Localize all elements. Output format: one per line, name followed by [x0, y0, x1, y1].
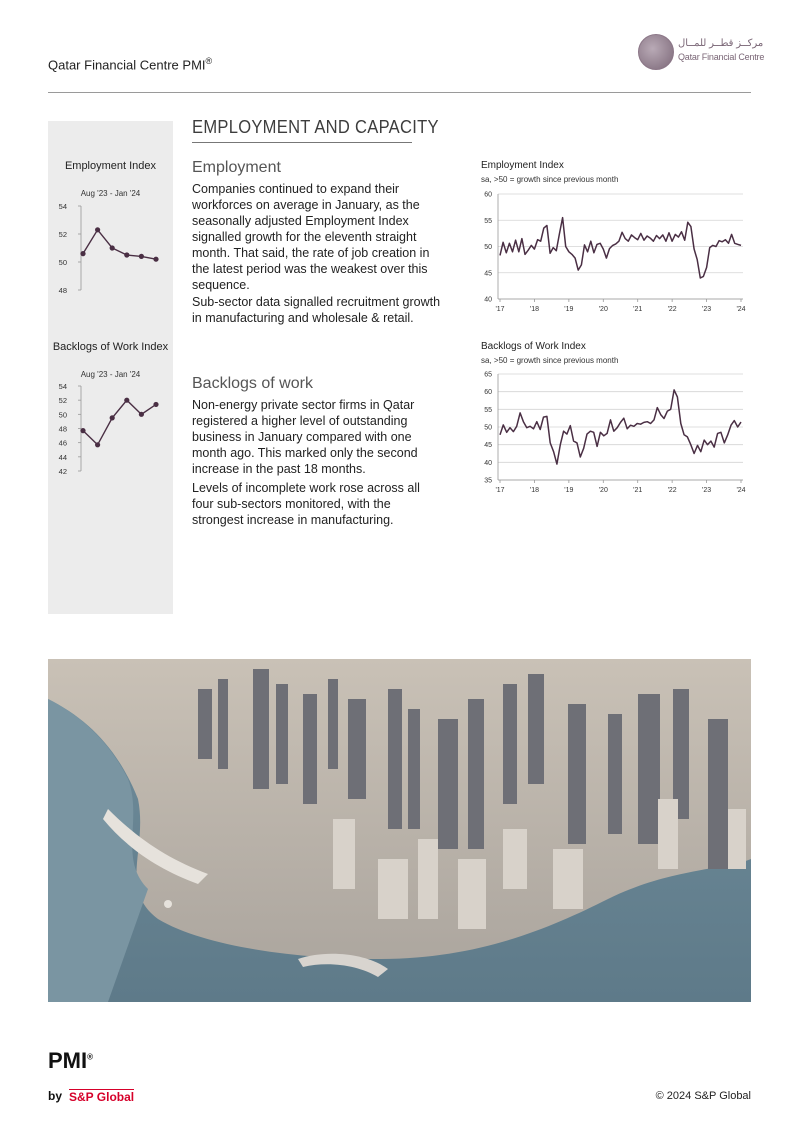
employment-paragraph-2: Sub-sector data signalled recruitment growth in manufacturing and wholesale & retail. [192, 295, 441, 325]
y-tick-label: 60 [484, 389, 492, 397]
section-title: EMPLOYMENT AND CAPACITY [192, 117, 439, 137]
mini-y-tick-label: 54 [58, 202, 67, 211]
x-tick-label: '21 [633, 306, 643, 313]
mini-y-tick-label: 54 [58, 382, 67, 391]
qfc-logo [638, 34, 765, 74]
mini-chart-employment [48, 199, 173, 297]
mini-data-point [124, 252, 129, 257]
mini-chart-backlogs-title: Backlogs of Work Index [52, 341, 169, 353]
x-tick-label: '18 [529, 487, 539, 494]
mini-data-point [95, 227, 100, 232]
mini-data-point [139, 254, 144, 259]
mini-series-line [83, 230, 156, 259]
y-tick-label: 55 [484, 217, 492, 225]
mini-data-point [110, 415, 115, 420]
backlogs-paragraph-2: Levels of incomplete work rose across all four sub-sectors monitored, with the strongest increase in manufacturing. [192, 481, 420, 527]
y-tick-label: 35 [484, 477, 492, 485]
header-divider [48, 92, 751, 93]
sidebar-panel [48, 121, 173, 614]
city-skyline-image [48, 659, 751, 1002]
footer-by-label: by [48, 1089, 63, 1103]
mini-chart-backlogs [48, 379, 173, 479]
y-tick-label: 50 [484, 424, 492, 432]
pmi-logo-text: PMI [48, 1048, 88, 1073]
mini-y-tick-label: 48 [58, 286, 67, 295]
section-title-underline [192, 142, 412, 143]
doha-skyline-photo [48, 659, 751, 1002]
mini-data-point [139, 412, 144, 417]
backlogs-index-chart [476, 366, 756, 500]
mini-data-point [153, 257, 158, 262]
mini-y-tick-label: 52 [58, 230, 67, 239]
pmi-logo [48, 1048, 93, 1074]
qfc-logo-arabic: مركــز قطــر للمــال [678, 38, 764, 49]
copyright-notice: © 2024 S&P Global [655, 1090, 751, 1102]
mini-y-tick-label: 52 [58, 396, 67, 406]
x-tick-label: '24 [736, 487, 746, 494]
y-tick-label: 65 [484, 371, 492, 379]
y-tick-label: 55 [484, 406, 492, 414]
x-tick-label: '19 [564, 487, 574, 494]
x-tick-label: '19 [564, 306, 574, 313]
y-tick-label: 60 [484, 191, 492, 199]
backlogs-heading: Backlogs of work [192, 375, 313, 392]
employment-chart-subtitle: sa, >50 = growth since previous month [481, 175, 619, 184]
employment-index-chart [476, 186, 756, 318]
x-tick-label: '22 [667, 306, 677, 313]
mini-y-tick-label: 44 [58, 452, 67, 462]
x-tick-label: '22 [667, 487, 677, 494]
mini-data-point [124, 398, 129, 403]
x-tick-label: '20 [598, 487, 608, 494]
x-tick-label: '21 [633, 487, 643, 494]
employment-chart-title: Employment Index [481, 160, 564, 171]
backlogs-chart-subtitle: sa, >50 = growth since previous month [481, 356, 619, 365]
mini-chart-employment-title: Employment Index [64, 160, 157, 172]
x-tick-label: '23 [702, 306, 712, 313]
report-title-text: Qatar Financial Centre PMI [48, 57, 206, 73]
mini-y-tick-label: 46 [58, 438, 67, 448]
mini-data-point [95, 442, 100, 447]
y-tick-label: 50 [484, 244, 492, 251]
mini-y-tick-label: 50 [58, 410, 67, 420]
x-tick-label: '24 [736, 306, 746, 313]
x-tick-label: '20 [598, 306, 608, 313]
qfc-logo-emblem-icon [638, 34, 674, 70]
y-tick-label: 40 [484, 296, 492, 304]
mini-y-tick-label: 48 [58, 424, 67, 434]
series-line [500, 218, 741, 278]
y-tick-label: 40 [484, 459, 492, 467]
mini-series-line [83, 400, 156, 445]
x-tick-label: '18 [529, 306, 539, 313]
registered-mark: ® [205, 56, 213, 66]
employment-paragraph-1: Companies continued to expand their workforces on average in January, as the seasonally adjusted Employment Index signalled growth for the eleventh straight month. That said, the rate of job creation in the latest period was the weakest over this sequence. [192, 182, 430, 292]
y-tick-label: 45 [484, 270, 492, 278]
mini-data-point [80, 251, 85, 256]
backlogs-chart-title: Backlogs of Work Index [481, 341, 586, 352]
mini-y-tick-label: 42 [58, 467, 67, 476]
y-tick-label: 45 [484, 442, 492, 450]
backlogs-paragraph-1: Non-energy private sector firms in Qatar registered a higher level of outstanding business in January compared with one month ago. This marked only the second increase in the past 18 months. [192, 398, 418, 476]
mini-chart-employment-subtitle: Aug '23 - Jan '24 [80, 189, 141, 198]
qfc-logo-english: Qatar Financial Centre [678, 52, 765, 62]
x-tick-label: '17 [495, 487, 505, 494]
mini-data-point [153, 402, 158, 407]
employment-heading: Employment [192, 159, 281, 176]
sp-global-logo: S&P Global [69, 1090, 135, 1104]
x-tick-label: '17 [495, 306, 505, 313]
x-tick-label: '23 [702, 487, 712, 494]
mini-data-point [110, 245, 115, 250]
mini-y-tick-label: 50 [58, 258, 67, 267]
mini-data-point [80, 428, 85, 433]
report-title [48, 56, 212, 72]
pmi-registered-mark: ® [87, 1052, 94, 1062]
mini-chart-backlogs-subtitle: Aug '23 - Jan '24 [80, 370, 141, 379]
